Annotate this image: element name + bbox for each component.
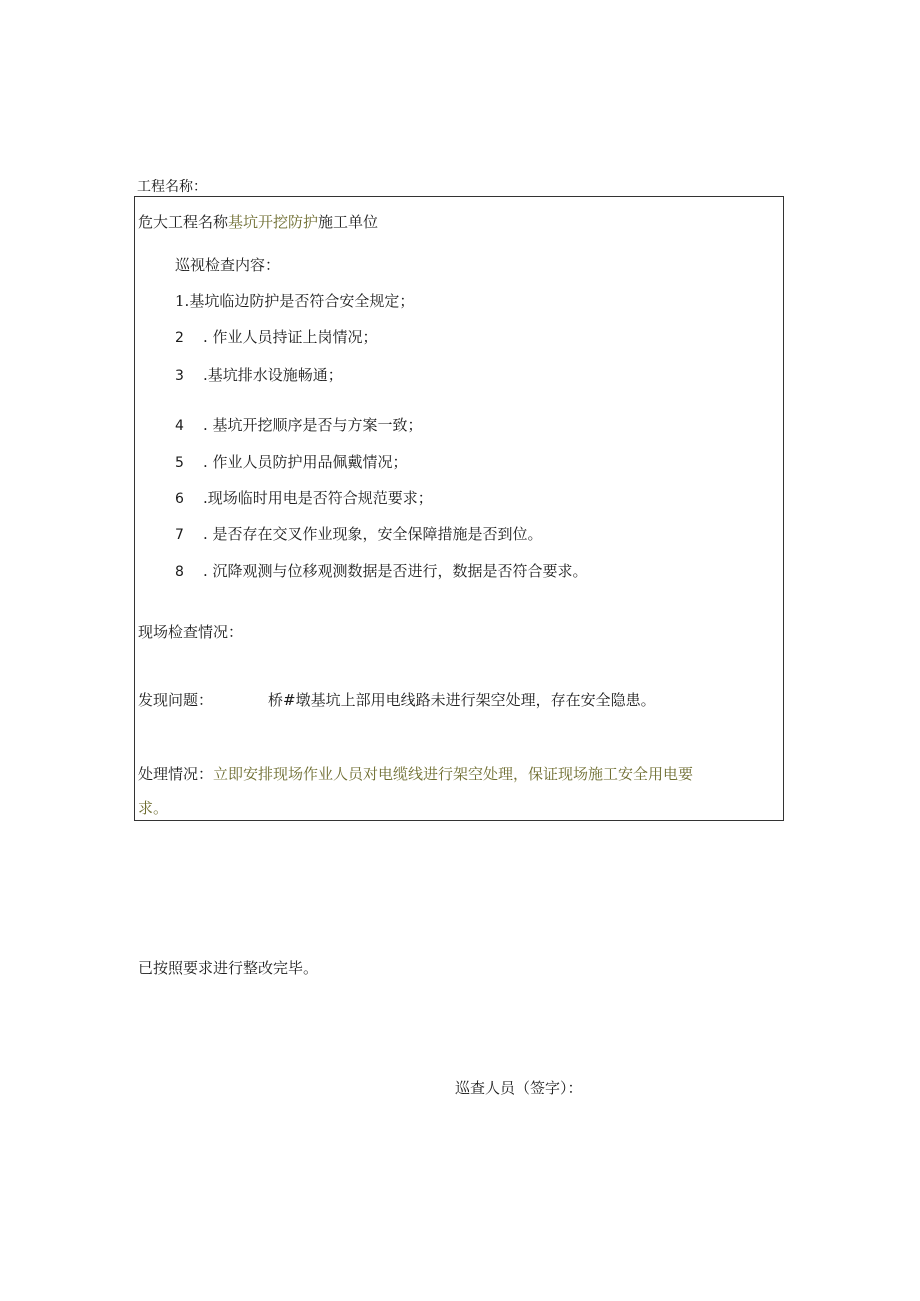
issue-text: 桥#墩基坑上部用电线路未进行架空处理，存在安全隐患。 — [268, 691, 656, 709]
handling-line-2: 求。 — [138, 799, 169, 817]
item-text: .现场临时用电是否符合规范要求； — [203, 489, 433, 507]
item-number: 3 — [175, 368, 184, 384]
item-number: 7 — [175, 527, 184, 543]
inspection-record-box — [134, 196, 784, 821]
rectified-statement: 已按照要求进行整改完毕。 — [138, 959, 319, 977]
item-number: 4 — [175, 418, 184, 434]
checklist-item-7 — [175, 523, 543, 544]
issue-label: 发现问题： — [138, 691, 214, 709]
title-prefix: 危大工程名称 — [138, 213, 229, 231]
project-title-line — [138, 211, 378, 232]
checklist-item-6 — [175, 487, 433, 508]
checklist-item-3 — [175, 364, 343, 385]
checklist-item-5 — [175, 451, 408, 472]
item-number: 2 — [175, 330, 184, 346]
checklist-item-1 — [175, 290, 414, 311]
item-number: 6 — [175, 491, 184, 507]
item-text: . 作业人员持证上岗情况； — [203, 328, 378, 346]
item-text: . 基坑开挖顺序是否与方案一致； — [203, 416, 423, 434]
handling-text: 立即安排现场作业人员对电缆线进行架空处理，保证现场施工安全用电要 — [213, 765, 694, 783]
item-text: 基坑临边防护是否符合安全规定； — [189, 292, 415, 310]
item-text: . 沉降观测与位移观测数据是否进行，数据是否符合要求。 — [203, 562, 588, 580]
project-name-label: 工程名称： — [137, 179, 207, 195]
checklist-item-8 — [175, 560, 588, 581]
item-number: 8 — [175, 564, 184, 580]
title-project-name: 基坑开挖防护 — [228, 213, 319, 231]
item-text: . 是否存在交叉作业现象，安全保障措施是否到位。 — [203, 525, 543, 543]
checklist-item-2 — [175, 326, 378, 347]
item-text: .基坑排水设施畅通； — [203, 366, 343, 384]
handling-line-1 — [138, 763, 693, 784]
item-text: . 作业人员防护用品佩戴情况； — [203, 453, 408, 471]
site-check-label: 现场检查情况： — [138, 623, 244, 641]
inspection-heading: 巡视检查内容： — [175, 256, 281, 274]
inspector-signature-label: 巡查人员（签字）： — [455, 1079, 583, 1097]
item-number: 5 — [175, 455, 184, 471]
handling-label: 处理情况： — [138, 765, 214, 783]
item-number: 1. — [175, 292, 190, 310]
title-suffix: 施工单位 — [318, 213, 379, 231]
checklist-item-4 — [175, 414, 423, 435]
